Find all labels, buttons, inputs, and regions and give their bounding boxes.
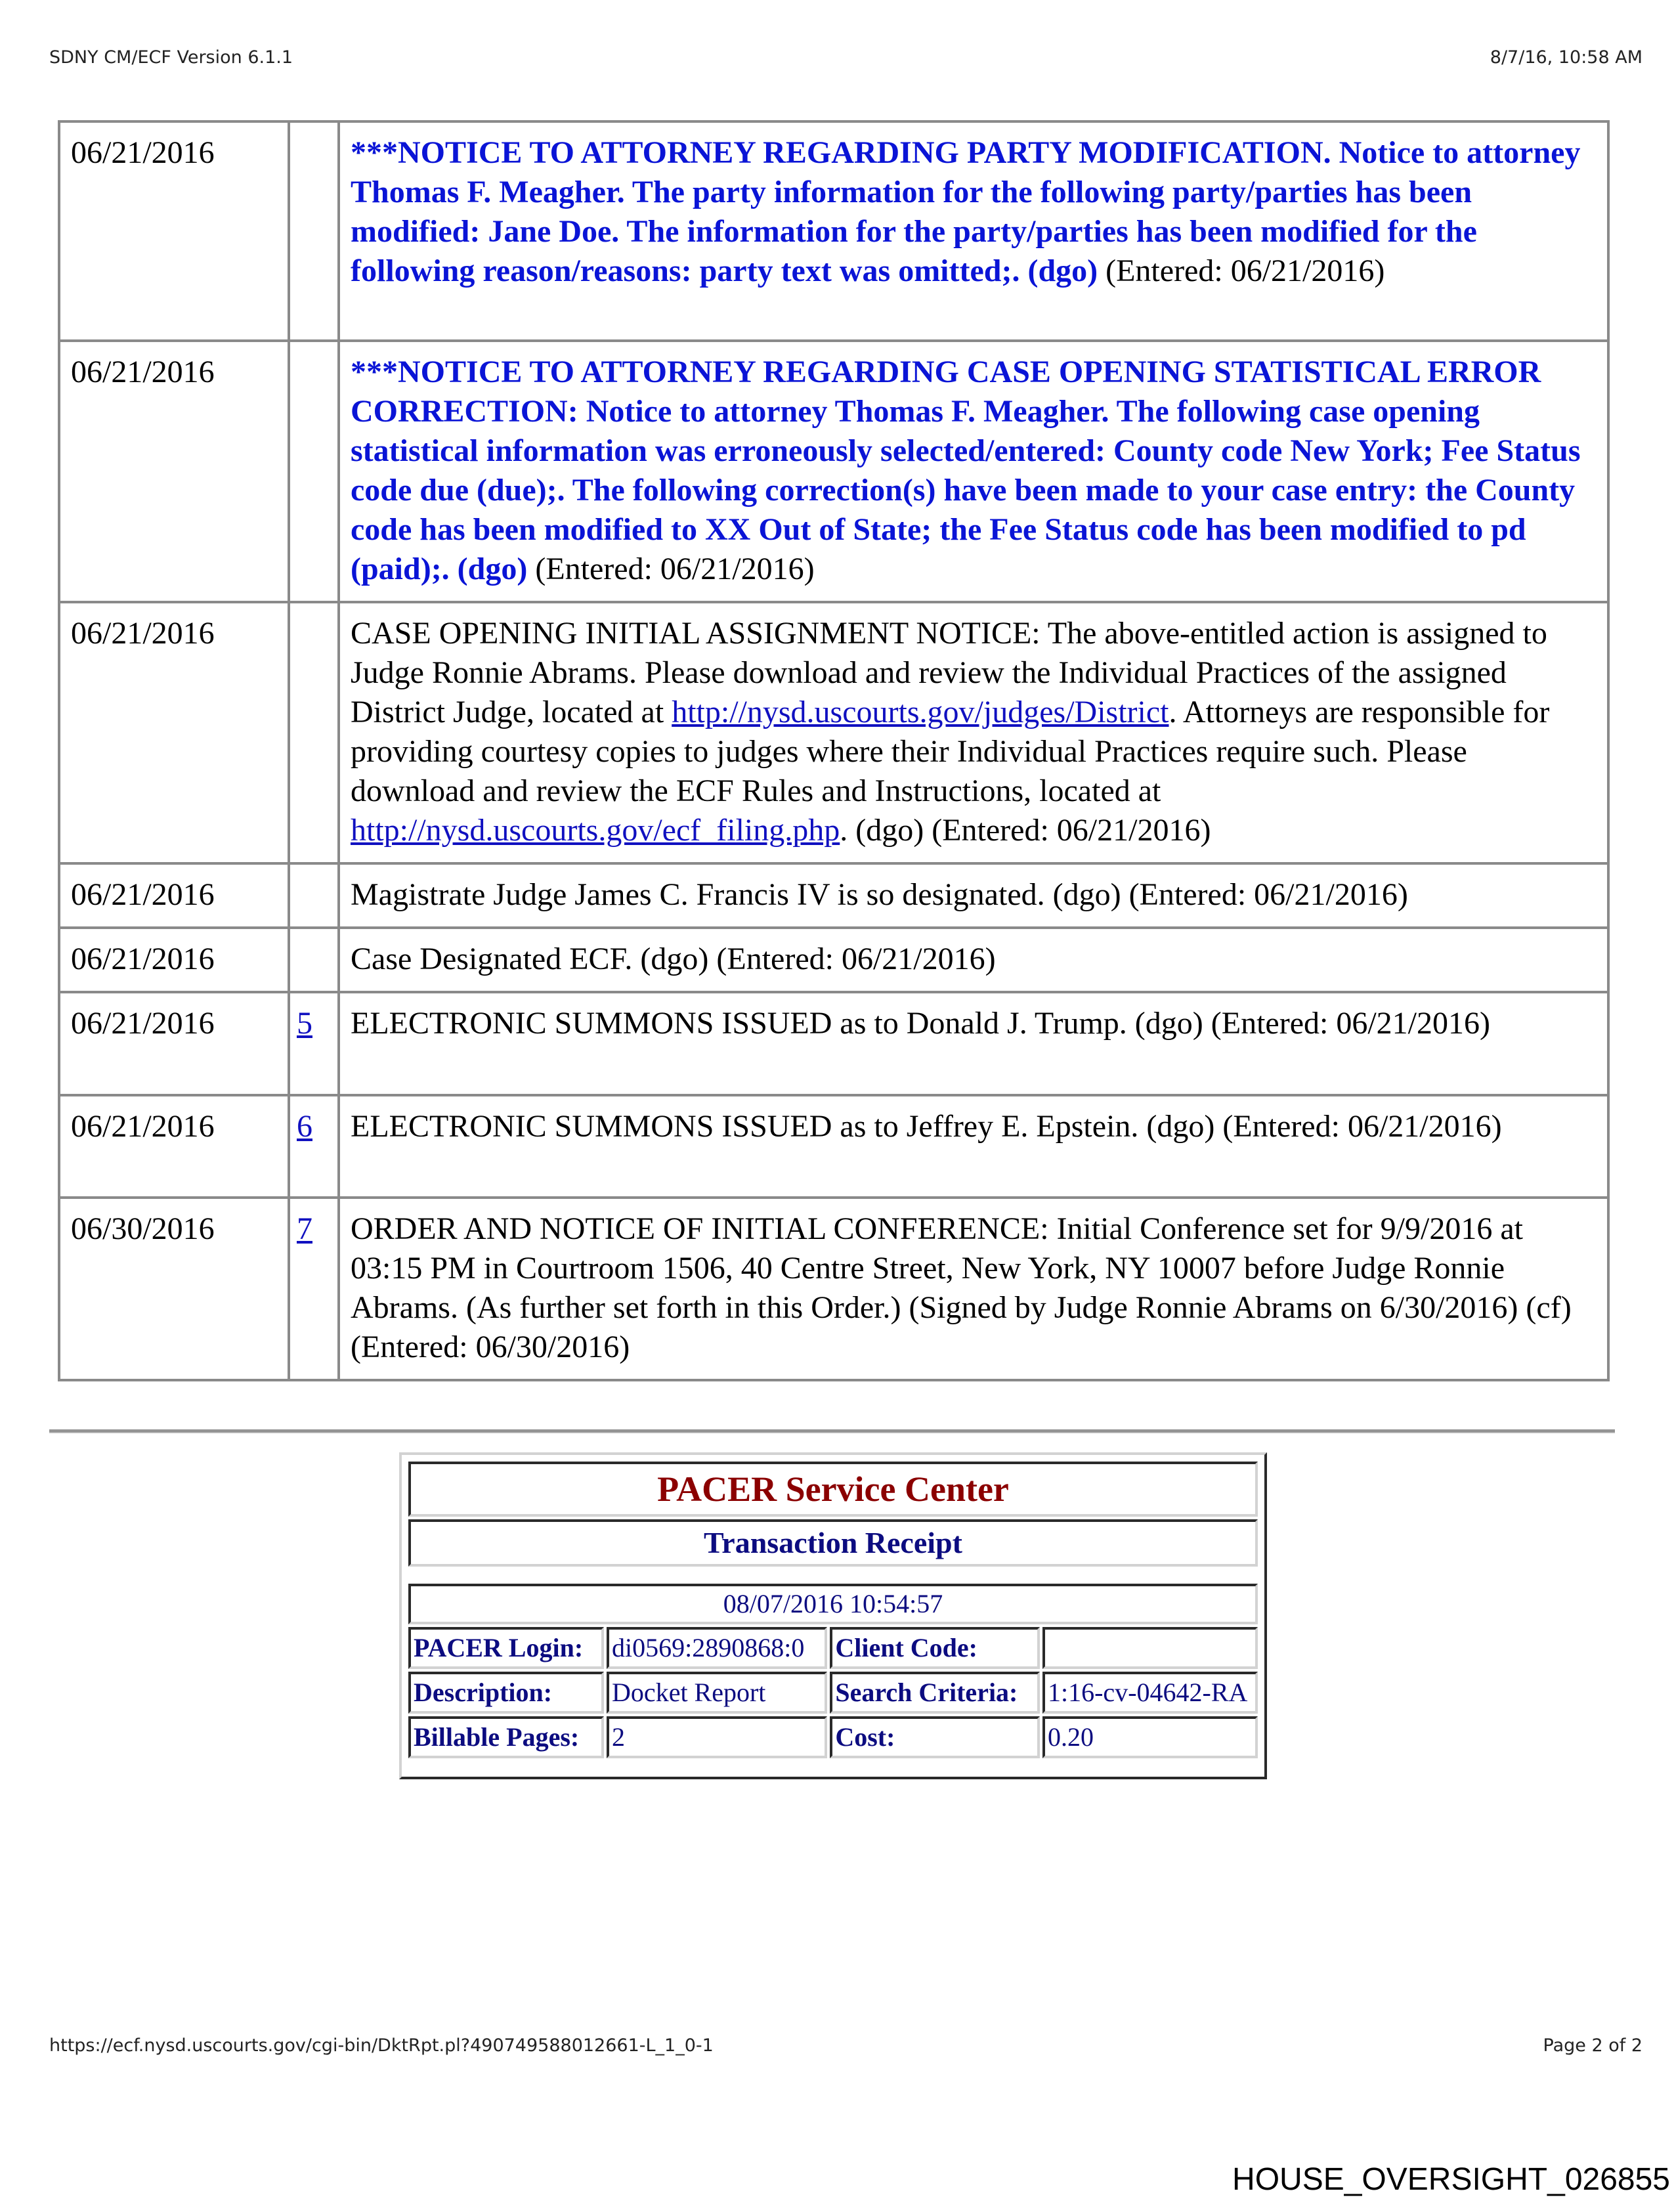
pacer-login-label: PACER Login: [408,1627,604,1669]
entered-text: . (dgo) (Entered: 06/21/2016) [840,813,1211,848]
docket-text [339,341,1608,602]
spacer [408,1569,1258,1581]
docket-text: ELECTRONIC SUMMONS ISSUED as to Jeffrey E. Epstein. (dgo) (Entered: 06/21/2016) [339,1095,1608,1198]
pacer-login-value: di0569:2890868:0 [607,1627,827,1669]
docket-row [59,928,1608,992]
receipt-datetime: 08/07/2016 10:54:57 [408,1584,1258,1624]
document-5-link[interactable]: 5 [297,1006,312,1041]
docket-row [59,602,1608,863]
docket-number [289,928,339,992]
document-7-link[interactable]: 7 [297,1211,312,1246]
description-value: Docket Report [607,1672,827,1714]
docket-table [58,120,1610,1381]
docket-text [339,602,1608,863]
docket-number [289,992,339,1095]
client-code-label: Client Code: [830,1627,1040,1669]
client-code-value [1042,1627,1258,1669]
document-6-link[interactable]: 6 [297,1109,312,1144]
page-url: https://ecf.nysd.uscourts.gov/cgi-bin/DktRpt.pl?490749588012661-L_1_0-1 [49,2035,714,2056]
docket-number [289,1095,339,1198]
docket-text: Magistrate Judge James C. Francis IV is so designated. (dgo) (Entered: 06/21/2016) [339,863,1608,928]
docket-number [289,341,339,602]
docket-date: 06/30/2016 [59,1198,289,1380]
billable-pages-value: 2 [607,1716,827,1758]
search-criteria-label: Search Criteria: [830,1672,1040,1714]
docket-date: 06/21/2016 [59,928,289,992]
horizontal-rule [49,1429,1615,1434]
transaction-receipt-title: Transaction Receipt [408,1519,1258,1567]
docket-number [289,1198,339,1380]
docket-date: 06/21/2016 [59,602,289,863]
ecf-filing-link[interactable]: http://nysd.uscourts.gov/ecf_filing.php [351,813,840,848]
cost-value: 0.20 [1042,1716,1258,1758]
transaction-receipt [399,1452,1267,1779]
billable-pages-label: Billable Pages: [408,1716,604,1758]
description-label: Description: [408,1672,604,1714]
docket-number [289,121,339,341]
docket-text: Case Designated ECF. (dgo) (Entered: 06/21/2016) [339,928,1608,992]
docket-text: ELECTRONIC SUMMONS ISSUED as to Donald J. Trump. (dgo) (Entered: 06/21/2016) [339,992,1608,1095]
docket-row [59,341,1608,602]
docket-date: 06/21/2016 [59,341,289,602]
print-header-title: SDNY CM/ECF Version 6.1.1 [49,47,293,68]
judges-district-link[interactable]: http://nysd.uscourts.gov/judges/District [672,695,1169,729]
receipt-table [406,1459,1260,1761]
docket-date: 06/21/2016 [59,121,289,341]
entered-text: (Entered: 06/21/2016) [1098,253,1385,288]
notice-text: ***NOTICE TO ATTORNEY REGARDING PARTY MODIFICATION. Notice to attorney Thomas F. Meagher. The party information for the following party/parties has been modified: Jane Doe. The information for the party/parties has been modified for the following reason/reasons: party text was omitted;. (dgo) [351,135,1581,288]
print-footer [0,2035,1674,2062]
page-number: Page 2 of 2 [1543,2035,1642,2056]
docket-text [339,121,1608,341]
docket-row [59,863,1608,928]
print-header [0,47,1674,74]
docket-number [289,602,339,863]
assignment-text: CASE OPENING INITIAL ASSIGNMENT NOTICE: The above-entitled action is assigned to Judge Ronnie Abrams. Please download and review the Individual Practices of the assigned District Judge, located at [351,616,1547,729]
docket-row [59,1198,1608,1380]
docket-row [59,121,1608,341]
print-header-datetime: 8/7/16, 10:58 AM [1490,47,1642,68]
docket-date: 06/21/2016 [59,992,289,1095]
docket-row [59,1095,1608,1198]
docket-text: ORDER AND NOTICE OF INITIAL CONFERENCE: Initial Conference set for 9/9/2016 at 03:15 PM in Courtroom 1506, 40 Centre Street, New York, NY 10007 before Judge Ronnie Abrams. (As further set forth in this Order.) (Signed by Judge Ronnie Abrams on 6/30/2016) (cf) (Entered: 06/30/2016) [339,1198,1608,1380]
bates-stamp: HOUSE_OVERSIGHT_026855 [1232,2162,1670,2197]
assignment-text-cont: . Attorneys are responsible for providing courtesy copies to judges where their Individual Practices require such. Please download and review the ECF Rules and Instructions, located at [351,695,1550,808]
cost-label: Cost: [830,1716,1040,1758]
docket-date: 06/21/2016 [59,1095,289,1198]
docket-row [59,992,1608,1095]
entered-text: (Entered: 06/21/2016) [527,552,815,586]
search-criteria-value: 1:16-cv-04642-RA [1042,1672,1258,1714]
pacer-service-center-title: PACER Service Center [408,1462,1258,1517]
docket-number [289,863,339,928]
docket-date: 06/21/2016 [59,863,289,928]
notice-text: ***NOTICE TO ATTORNEY REGARDING CASE OPENING STATISTICAL ERROR CORRECTION: Notice to attorney Thomas F. Meagher. The following case opening statistical information was erroneously selected/entered: County code New York; Fee Status code due (due);. The following correction(s) have been made to your case entry: the County code has been modified to XX Out of State; the Fee Status code has been modified to pd (paid);. (dgo) [351,355,1581,586]
